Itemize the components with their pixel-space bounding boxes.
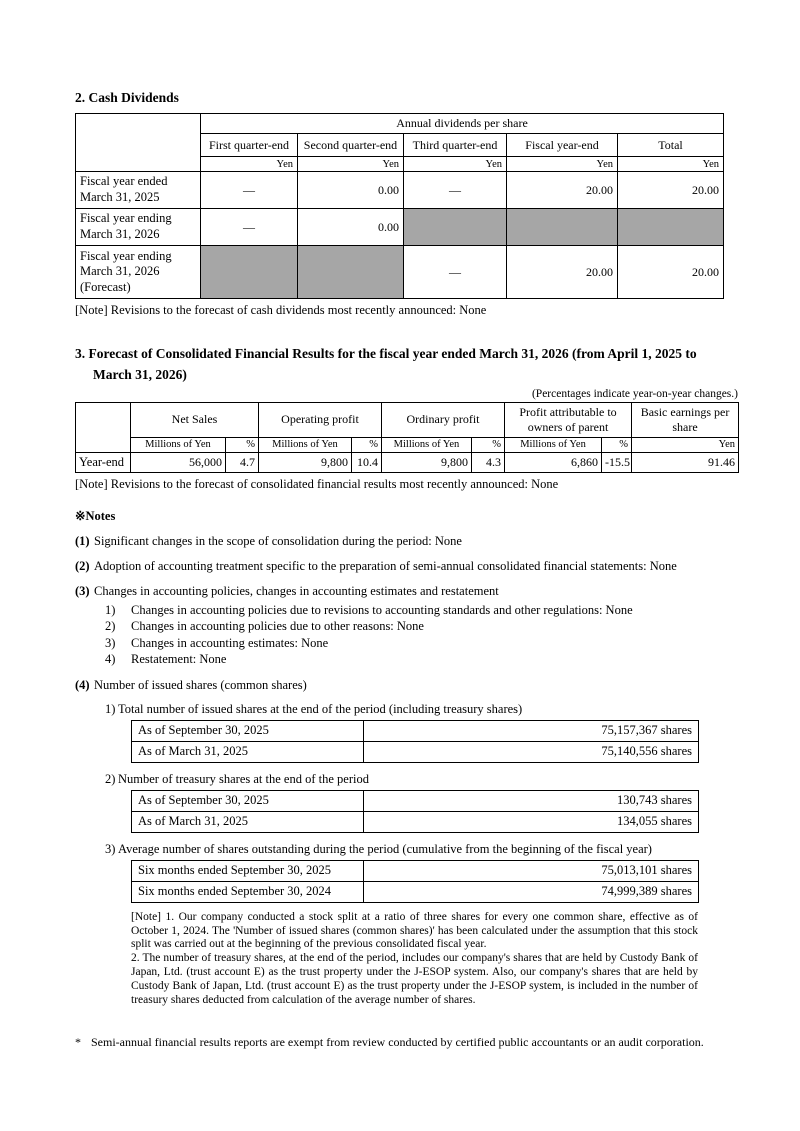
unit-cell: Yen [404, 157, 507, 172]
group-header-cell: Annual dividends per share [201, 114, 724, 134]
list-item-text: Changes in accounting policies due to other reasons: None [131, 619, 424, 634]
note-number: (1) [75, 533, 90, 548]
unit-cell: Millions of Yen [382, 437, 472, 452]
share-row-label: As of March 31, 2025 [132, 741, 364, 762]
table-row [76, 246, 724, 299]
note-text: Number of issued shares (common shares) [94, 677, 307, 692]
value-cell: 10.4 [352, 452, 382, 472]
table-row [132, 881, 699, 902]
disabled-cell [201, 246, 298, 299]
disabled-cell [618, 209, 724, 246]
sub-title [105, 772, 738, 787]
dividend-cell: — [201, 209, 298, 246]
disabled-cell [404, 209, 507, 246]
share-row-value: 130,743 shares [364, 790, 699, 811]
share-row-value: 75,013,101 shares [364, 860, 699, 881]
value-cell: 91.46 [632, 452, 739, 472]
note-item-1 [75, 534, 738, 549]
unit-cell: Yen [632, 437, 739, 452]
disabled-cell [298, 246, 404, 299]
asterisk-marker: * [75, 1035, 81, 1050]
value-cell: -15.5 [602, 452, 632, 472]
unit-cell: Yen [298, 157, 404, 172]
share-row-value: 74,999,389 shares [364, 881, 699, 902]
dividend-cell: 0.00 [298, 209, 404, 246]
dividend-cell: — [201, 172, 298, 209]
forecast-table [75, 402, 739, 473]
unit-cell: Yen [618, 157, 724, 172]
list-item [105, 635, 738, 652]
table-row [76, 209, 724, 246]
table-row [76, 114, 724, 134]
list-item-text: Changes in accounting policies due to revisions to accounting standards and other regulations: None [131, 602, 633, 617]
column-group-header: Operating profit [259, 402, 382, 437]
unit-cell: Millions of Yen [259, 437, 352, 452]
column-group-header: Ordinary profit [382, 402, 505, 437]
list-item-number: 2) [105, 771, 116, 786]
disabled-cell [507, 209, 618, 246]
note-item-4 [75, 678, 738, 693]
value-cell: 9,800 [382, 452, 472, 472]
unit-cell: Millions of Yen [131, 437, 226, 452]
dividend-cell: 20.00 [618, 172, 724, 209]
note-item-2 [75, 559, 738, 574]
average-shares-table [131, 860, 699, 903]
row-label: Fiscal year ended March 31, 2025 [76, 172, 201, 209]
row-label: Year-end [76, 452, 131, 472]
list-item-number: 3) [105, 635, 116, 650]
share-row-value: 75,140,556 shares [364, 741, 699, 762]
table-row [132, 741, 699, 762]
shares-note-block [131, 911, 698, 1008]
table-row [132, 720, 699, 741]
note-item-3 [75, 584, 738, 599]
unit-cell: Millions of Yen [505, 437, 602, 452]
dividend-cell: 20.00 [618, 246, 724, 299]
dividend-cell: — [404, 172, 507, 209]
unit-cell: Yen [507, 157, 618, 172]
table-row [76, 402, 739, 437]
dividend-cell: 20.00 [507, 246, 618, 299]
list-item [105, 651, 738, 668]
column-header: Second quarter-end [298, 134, 404, 157]
note-3-sublist [105, 602, 738, 668]
issued-shares-table [131, 720, 699, 763]
value-cell: 9,800 [259, 452, 352, 472]
dividend-cell: — [404, 246, 507, 299]
sub-title-text: Total number of issued shares at the end of the period (including treasury shares) [118, 701, 523, 716]
sub-title [105, 842, 738, 857]
corner-blank-cell [76, 114, 201, 172]
corner-blank-cell [76, 402, 131, 452]
share-row-value: 75,157,367 shares [364, 720, 699, 741]
table-row [132, 860, 699, 881]
treasury-shares-block [105, 772, 738, 833]
average-shares-block [105, 842, 738, 903]
table-row [132, 790, 699, 811]
value-cell: 6,860 [505, 452, 602, 472]
note-number: (2) [75, 558, 90, 573]
list-item-number: 1) [105, 602, 116, 617]
share-row-label: Six months ended September 30, 2024 [132, 881, 364, 902]
cash-dividends-note: [Note] Revisions to the forecast of cash dividends most recently announced: None [75, 303, 487, 317]
list-item [105, 618, 738, 635]
note-number: (3) [75, 583, 90, 598]
forecast-note: [Note] Revisions to the forecast of consolidated financial results most recently announced: None [75, 476, 559, 491]
audit-exemption-text: Semi-annual financial results reports are exempt from review conducted by certified public accountants or an audit corporation. [91, 1035, 704, 1050]
section-forecast [75, 344, 738, 492]
share-row-label: As of September 30, 2025 [132, 790, 364, 811]
value-cell: 4.7 [226, 452, 259, 472]
audit-exemption-note [75, 1035, 738, 1050]
column-header: Third quarter-end [404, 134, 507, 157]
unit-cell: % [472, 437, 505, 452]
share-row-label: Six months ended September 30, 2025 [132, 860, 364, 881]
unit-cell: % [226, 437, 259, 452]
note-number: (4) [75, 677, 90, 692]
table-row [76, 437, 739, 452]
list-item [105, 602, 738, 619]
cash-dividends-table [75, 113, 724, 299]
value-cell: 56,000 [131, 452, 226, 472]
section-notes [75, 508, 738, 1008]
dividend-cell: 20.00 [507, 172, 618, 209]
sub-title-text: Number of treasury shares at the end of the period [118, 771, 369, 786]
list-item-number: 3) [105, 841, 116, 856]
share-row-value: 134,055 shares [364, 811, 699, 832]
note-text: Changes in accounting policies, changes in accounting estimates and restatement [94, 583, 499, 598]
row-label: Fiscal year ending March 31, 2026 [76, 209, 201, 246]
issued-shares-block [105, 702, 738, 763]
notes-heading: ※Notes [75, 508, 116, 523]
share-row-label: As of September 30, 2025 [132, 720, 364, 741]
column-header: First quarter-end [201, 134, 298, 157]
sub-title [105, 702, 738, 717]
note-text: Significant changes in the scope of consolidation during the period: None [94, 533, 462, 548]
value-cell: 4.3 [472, 452, 505, 472]
row-label: Fiscal year ending March 31, 2026 (Forecast) [76, 246, 201, 299]
column-header: Fiscal year-end [507, 134, 618, 157]
unit-cell: % [602, 437, 632, 452]
list-item-number: 2) [105, 619, 116, 634]
share-row-label: As of March 31, 2025 [132, 811, 364, 832]
table-row [76, 452, 739, 472]
list-item-number: 4) [105, 652, 116, 667]
dividend-cell: 0.00 [298, 172, 404, 209]
forecast-title: 3. Forecast of Consolidated Financial Results for the fiscal year ended March 31, 2026 (from April 1, 2025 to March 31, 2026) [75, 346, 697, 382]
list-item-text: Changes in accounting estimates: None [131, 635, 329, 650]
sub-title-text: Average number of shares outstanding during the period (cumulative from the beginning of the fiscal year) [118, 841, 652, 856]
column-header: Total [618, 134, 724, 157]
unit-cell: Yen [201, 157, 298, 172]
shares-note-1: [Note] 1. Our company conducted a stock split at a ratio of three shares for every one common share, effective as of October 1, 2024. The 'Number of issued shares (common shares)' has been calculated under the assumption that this stock split was carried out at the beginning of the previous consolidated fiscal year. [131, 910, 698, 951]
table-row [76, 172, 724, 209]
list-item-number: 1) [105, 701, 116, 716]
column-group-header: Basic earnings per share [632, 402, 739, 437]
table-row [132, 811, 699, 832]
cash-dividends-title: 2. Cash Dividends [75, 90, 179, 105]
unit-cell: % [352, 437, 382, 452]
list-item-text: Restatement: None [131, 652, 227, 667]
note-text: Adoption of accounting treatment specific to the preparation of semi-annual consolidated financial statements: None [94, 558, 677, 573]
treasury-shares-table [131, 790, 699, 833]
shares-note-2: 2. The number of treasury shares, at the end of the period, includes our company's shares that are held by Custody Bank of Japan, Ltd. (trust account E) as the trust property under the J-ESOP system. Also, our company's shares that are held by Custody Bank of Japan, Ltd. (trust account E) as the trust property under the J-ESOP system, is included in the number of treasury shares deducted from calculation of the average number of shares. [131, 952, 698, 1006]
column-group-header: Net Sales [131, 402, 259, 437]
section-cash-dividends [75, 90, 738, 318]
column-group-header: Profit attributable to owners of parent [505, 402, 632, 437]
forecast-caption: (Percentages indicate year-on-year changes.) [531, 387, 738, 400]
